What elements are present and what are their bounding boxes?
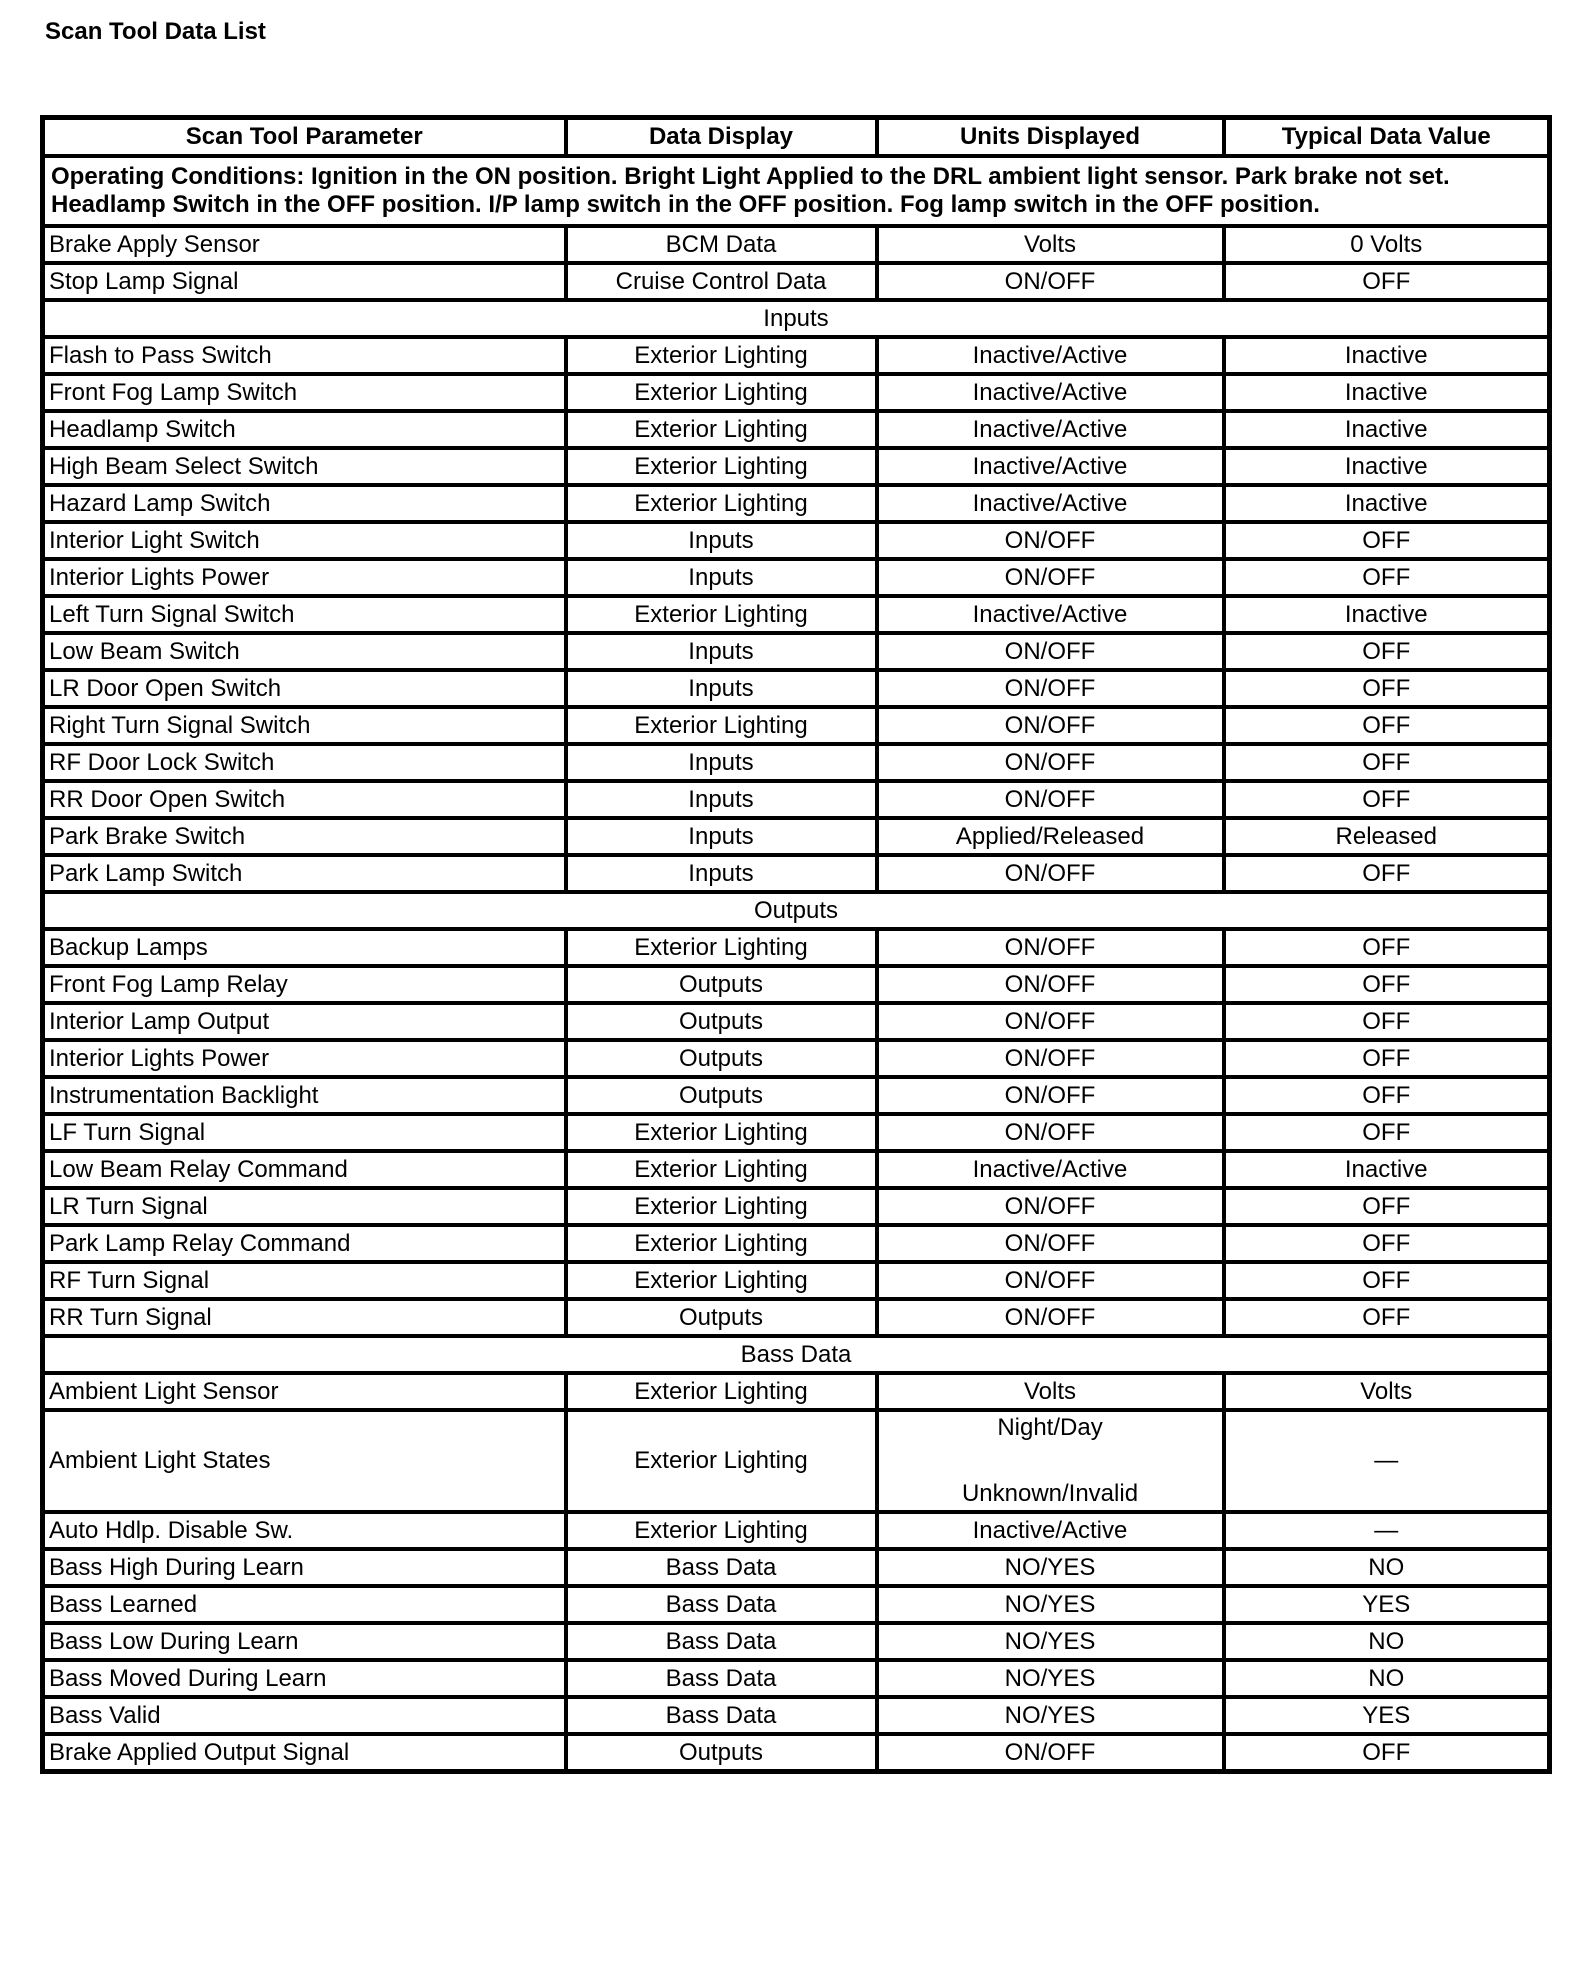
cell-parameter: Bass High During Learn	[43, 1549, 566, 1586]
cell-units-displayed: ON/OFF	[877, 929, 1224, 966]
cell-data-display: Exterior Lighting	[566, 707, 877, 744]
cell-parameter: Interior Lights Power	[43, 559, 566, 596]
cell-data-display: BCM Data	[566, 226, 877, 263]
table-row	[43, 1549, 1550, 1586]
section-inputs-row	[43, 300, 1550, 337]
cell-parameter: Bass Low During Learn	[43, 1623, 566, 1660]
section-bass-data: Bass Data	[43, 1336, 1550, 1373]
cell-parameter: Bass Learned	[43, 1586, 566, 1623]
table-row	[43, 1734, 1550, 1772]
section-bass-data-row	[43, 1336, 1550, 1373]
cell-data-display: Cruise Control Data	[566, 263, 877, 300]
table-row	[43, 226, 1550, 263]
cell-units-displayed: ON/OFF	[877, 855, 1224, 892]
cell-data-display: Outputs	[566, 1003, 877, 1040]
table-row	[43, 744, 1550, 781]
table-row	[43, 1512, 1550, 1549]
cell-data-display: Exterior Lighting	[566, 1225, 877, 1262]
cell-typical-value: OFF	[1224, 1003, 1550, 1040]
units-night-day: Night/Day	[997, 1414, 1103, 1441]
header-data-display: Data Display	[566, 118, 877, 157]
cell-data-display: Bass Data	[566, 1586, 877, 1623]
cell-typical-value: Inactive	[1224, 485, 1550, 522]
cell-units-displayed: ON/OFF	[877, 670, 1224, 707]
section-outputs-row	[43, 892, 1550, 929]
header-row	[43, 118, 1550, 157]
cell-units-displayed: ON/OFF	[877, 1188, 1224, 1225]
cell-parameter: Right Turn Signal Switch	[43, 707, 566, 744]
cell-typical-value: OFF	[1224, 559, 1550, 596]
cell-typical-value: OFF	[1224, 966, 1550, 1003]
table-row	[43, 522, 1550, 559]
table-row	[43, 596, 1550, 633]
cell-parameter: High Beam Select Switch	[43, 448, 566, 485]
cell-units-displayed: Inactive/Active	[877, 374, 1224, 411]
cell-parameter: Interior Light Switch	[43, 522, 566, 559]
header-typical-data-value: Typical Data Value	[1224, 118, 1550, 157]
cell-parameter: Low Beam Switch	[43, 633, 566, 670]
cell-units-displayed: ON/OFF	[877, 522, 1224, 559]
cell-typical-value: Released	[1224, 818, 1550, 855]
cell-data-display: Exterior Lighting	[566, 485, 877, 522]
cell-data-display: Exterior Lighting	[566, 1188, 877, 1225]
cell-parameter: Instrumentation Backlight	[43, 1077, 566, 1114]
table-row	[43, 670, 1550, 707]
cell-typical-value: OFF	[1224, 707, 1550, 744]
cell-parameter: LR Turn Signal	[43, 1188, 566, 1225]
cell-data-display: Bass Data	[566, 1660, 877, 1697]
cell-data-display: Exterior Lighting	[566, 1151, 877, 1188]
table-row	[43, 1586, 1550, 1623]
cell-typical-value: Inactive	[1224, 337, 1550, 374]
cell-units-displayed: ON/OFF	[877, 744, 1224, 781]
cell-parameter: Park Lamp Relay Command	[43, 1225, 566, 1262]
cell-data-display: Bass Data	[566, 1549, 877, 1586]
table-row	[43, 1151, 1550, 1188]
cell-data-display: Exterior Lighting	[566, 1410, 877, 1512]
cell-data-display: Inputs	[566, 818, 877, 855]
cell-parameter: Park Brake Switch	[43, 818, 566, 855]
cell-data-display: Inputs	[566, 670, 877, 707]
table-row	[43, 411, 1550, 448]
cell-data-display: Inputs	[566, 633, 877, 670]
cell-typical-value: 0 Volts	[1224, 226, 1550, 263]
cell-typical-value: NO	[1224, 1660, 1550, 1697]
cell-data-display: Outputs	[566, 1077, 877, 1114]
cell-parameter: RF Turn Signal	[43, 1262, 566, 1299]
cell-data-display: Inputs	[566, 744, 877, 781]
table-row	[43, 263, 1550, 300]
table-row	[43, 1077, 1550, 1114]
table-row	[43, 337, 1550, 374]
cell-units-displayed: Inactive/Active	[877, 448, 1224, 485]
cell-units-displayed: NO/YES	[877, 1623, 1224, 1660]
cell-typical-value: —	[1224, 1410, 1550, 1512]
cell-data-display: Exterior Lighting	[566, 337, 877, 374]
cell-data-display: Bass Data	[566, 1697, 877, 1734]
cell-data-display: Exterior Lighting	[566, 1373, 877, 1410]
cell-typical-value: OFF	[1224, 263, 1550, 300]
cell-parameter: Bass Moved During Learn	[43, 1660, 566, 1697]
cell-parameter: Front Fog Lamp Relay	[43, 966, 566, 1003]
table-row	[43, 1188, 1550, 1225]
cell-typical-value: OFF	[1224, 781, 1550, 818]
cell-data-display: Exterior Lighting	[566, 374, 877, 411]
cell-data-display: Exterior Lighting	[566, 1512, 877, 1549]
cell-units-displayed: Applied/Released	[877, 818, 1224, 855]
cell-typical-value: OFF	[1224, 1077, 1550, 1114]
cell-parameter: Headlamp Switch	[43, 411, 566, 448]
section-inputs: Inputs	[43, 300, 1550, 337]
cell-typical-value: OFF	[1224, 633, 1550, 670]
document-title: Scan Tool Data List	[45, 18, 266, 45]
cell-units-displayed: ON/OFF	[877, 707, 1224, 744]
table-row	[43, 966, 1550, 1003]
cell-typical-value: Inactive	[1224, 448, 1550, 485]
cell-typical-value: OFF	[1224, 1040, 1550, 1077]
section-outputs: Outputs	[43, 892, 1550, 929]
cell-data-display: Exterior Lighting	[566, 596, 877, 633]
table-row	[43, 1003, 1550, 1040]
cell-units-displayed: Volts	[877, 226, 1224, 263]
units-unknown-invalid: Unknown/Invalid	[961, 1480, 1139, 1507]
table-row	[43, 485, 1550, 522]
cell-typical-value: OFF	[1224, 1734, 1550, 1772]
cell-units-displayed: ON/OFF	[877, 966, 1224, 1003]
cell-typical-value: NO	[1224, 1549, 1550, 1586]
table-row	[43, 818, 1550, 855]
cell-units-displayed: ON/OFF	[877, 1114, 1224, 1151]
cell-parameter: RF Door Lock Switch	[43, 744, 566, 781]
cell-typical-value: Inactive	[1224, 374, 1550, 411]
cell-parameter: Brake Apply Sensor	[43, 226, 566, 263]
cell-units-displayed: ON/OFF	[877, 633, 1224, 670]
cell-parameter: Ambient Light States	[43, 1410, 566, 1512]
table-row	[43, 707, 1550, 744]
cell-units-displayed: ON/OFF	[877, 781, 1224, 818]
cell-typical-value: OFF	[1224, 744, 1550, 781]
cell-units-displayed: Volts	[877, 1373, 1224, 1410]
cell-data-display: Inputs	[566, 522, 877, 559]
cell-parameter: Flash to Pass Switch	[43, 337, 566, 374]
cell-typical-value: YES	[1224, 1697, 1550, 1734]
table-row	[43, 1225, 1550, 1262]
cell-typical-value: OFF	[1224, 1225, 1550, 1262]
cell-typical-value: NO	[1224, 1623, 1550, 1660]
table-row	[43, 1262, 1550, 1299]
cell-typical-value: —	[1224, 1512, 1550, 1549]
cell-parameter: RR Turn Signal	[43, 1299, 566, 1336]
table-row	[43, 559, 1550, 596]
cell-typical-value: Volts	[1224, 1373, 1550, 1410]
cell-typical-value: OFF	[1224, 1114, 1550, 1151]
operating-conditions-row	[43, 156, 1550, 226]
cell-units-displayed: NO/YES	[877, 1660, 1224, 1697]
cell-data-display: Bass Data	[566, 1623, 877, 1660]
cell-data-display: Inputs	[566, 559, 877, 596]
cell-units-displayed: NO/YES	[877, 1697, 1224, 1734]
cell-typical-value: Inactive	[1224, 596, 1550, 633]
cell-units-displayed: ON/OFF	[877, 1299, 1224, 1336]
cell-parameter: Ambient Light Sensor	[43, 1373, 566, 1410]
cell-units-displayed: ON/OFF	[877, 1040, 1224, 1077]
cell-parameter: Interior Lamp Output	[43, 1003, 566, 1040]
cell-parameter: LR Door Open Switch	[43, 670, 566, 707]
cell-units-displayed: ON/OFF	[877, 1262, 1224, 1299]
cell-parameter: Brake Applied Output Signal	[43, 1734, 566, 1772]
table-row	[43, 1697, 1550, 1734]
cell-parameter: Front Fog Lamp Switch	[43, 374, 566, 411]
cell-parameter: Bass Valid	[43, 1697, 566, 1734]
cell-data-display: Inputs	[566, 781, 877, 818]
table-row	[43, 855, 1550, 892]
cell-data-display: Exterior Lighting	[566, 1114, 877, 1151]
table-row	[43, 1660, 1550, 1697]
cell-typical-value: YES	[1224, 1586, 1550, 1623]
cell-typical-value: OFF	[1224, 522, 1550, 559]
scan-tool-data-table	[40, 115, 1552, 1774]
table-row	[43, 1623, 1550, 1660]
cell-typical-value: OFF	[1224, 929, 1550, 966]
cell-parameter: Left Turn Signal Switch	[43, 596, 566, 633]
cell-typical-value: Inactive	[1224, 411, 1550, 448]
cell-parameter: RR Door Open Switch	[43, 781, 566, 818]
cell-units-displayed: Inactive/Active	[877, 337, 1224, 374]
cell-typical-value: OFF	[1224, 1299, 1550, 1336]
cell-parameter: Interior Lights Power	[43, 1040, 566, 1077]
cell-units-displayed: NO/YES	[877, 1586, 1224, 1623]
cell-parameter: Park Lamp Switch	[43, 855, 566, 892]
table-row	[43, 448, 1550, 485]
table-row	[43, 1373, 1550, 1410]
cell-data-display: Outputs	[566, 1299, 877, 1336]
cell-typical-value: OFF	[1224, 1188, 1550, 1225]
cell-data-display: Exterior Lighting	[566, 448, 877, 485]
cell-units-displayed: ON/OFF	[877, 1077, 1224, 1114]
cell-typical-value: OFF	[1224, 855, 1550, 892]
cell-units-displayed: ON/OFF	[877, 1003, 1224, 1040]
cell-data-display: Outputs	[566, 966, 877, 1003]
cell-units-displayed: Inactive/Active	[877, 485, 1224, 522]
cell-data-display: Outputs	[566, 1040, 877, 1077]
cell-data-display: Exterior Lighting	[566, 411, 877, 448]
cell-parameter: Auto Hdlp. Disable Sw.	[43, 1512, 566, 1549]
table-row	[43, 1410, 1550, 1512]
table-row	[43, 633, 1550, 670]
table-row	[43, 1299, 1550, 1336]
cell-units-displayed: NO/YES	[877, 1549, 1224, 1586]
cell-parameter: Hazard Lamp Switch	[43, 485, 566, 522]
cell-units-displayed: Inactive/Active	[877, 411, 1224, 448]
cell-units-displayed: ON/OFF	[877, 263, 1224, 300]
cell-units-displayed	[877, 1410, 1224, 1512]
cell-typical-value: OFF	[1224, 670, 1550, 707]
cell-units-displayed: Inactive/Active	[877, 1512, 1224, 1549]
cell-parameter: Stop Lamp Signal	[43, 263, 566, 300]
cell-data-display: Inputs	[566, 855, 877, 892]
cell-units-displayed: Inactive/Active	[877, 596, 1224, 633]
cell-parameter: Low Beam Relay Command	[43, 1151, 566, 1188]
cell-typical-value: OFF	[1224, 1262, 1550, 1299]
header-scan-tool-parameter: Scan Tool Parameter	[43, 118, 566, 157]
header-units-displayed: Units Displayed	[877, 118, 1224, 157]
cell-data-display: Outputs	[566, 1734, 877, 1772]
cell-parameter: LF Turn Signal	[43, 1114, 566, 1151]
operating-conditions: Operating Conditions: Ignition in the ON position. Bright Light Applied to the DRL ambient light sensor. Park brake not set. Headlamp Switch in the OFF position. I/P lamp switch in the OFF position. Fog lamp switch in the OFF position.	[43, 156, 1550, 226]
cell-units-displayed: ON/OFF	[877, 1225, 1224, 1262]
cell-units-displayed: Inactive/Active	[877, 1151, 1224, 1188]
table-row	[43, 929, 1550, 966]
cell-parameter: Backup Lamps	[43, 929, 566, 966]
table-row	[43, 1114, 1550, 1151]
cell-data-display: Exterior Lighting	[566, 929, 877, 966]
cell-units-displayed: ON/OFF	[877, 1734, 1224, 1772]
cell-typical-value: Inactive	[1224, 1151, 1550, 1188]
table-row	[43, 781, 1550, 818]
cell-units-displayed: ON/OFF	[877, 559, 1224, 596]
table-row	[43, 1040, 1550, 1077]
cell-data-display: Exterior Lighting	[566, 1262, 877, 1299]
table-row	[43, 374, 1550, 411]
